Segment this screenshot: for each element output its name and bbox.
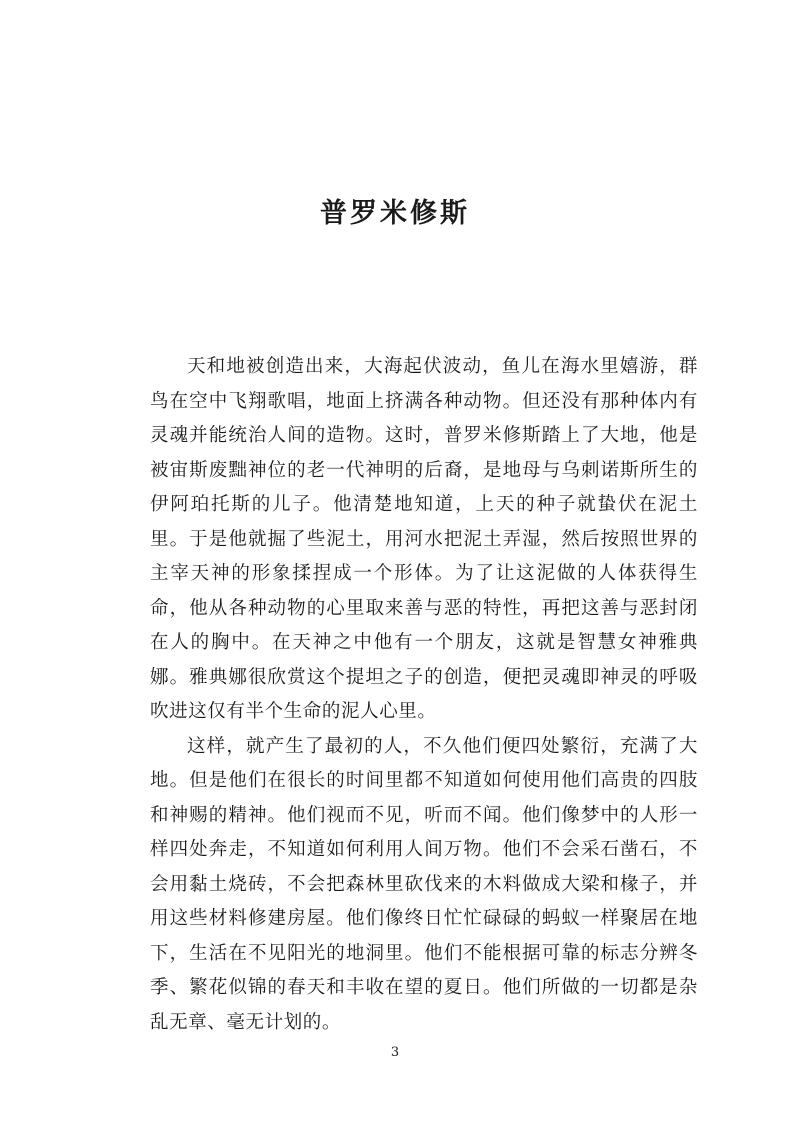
chapter-title: 普罗米修斯 <box>320 198 470 229</box>
paragraph-1: 天和地被创造出来，大海起伏波动，鱼儿在海水里嬉游，群鸟在空中飞翔歌唱，地面上挤满各种动物。但还没有那种体内有灵魂并能统治人间的造物。这时，普罗米修斯踏上了大地，他是被宙斯废黜神位的老一代神明的后裔，是地母与乌刺诺斯所生的伊阿珀托斯的儿子。他清楚地知道，上天的种子就蛰伏在泥土里。于是他就掘了些泥土，用河水把泥土弄湿，然后按照世界的主宰天神的形象揉捏成一个形体。为了让这泥做的人体获得生命，他从各种动物的心里取来善与恶的特性，再把这善与恶封闭在人的胸中。在天神之中他有一个朋友，这就是智慧女神雅典娜。雅典娜很欣赏这个提坦之子的创造，便把灵魂即神灵的呼吸吹进这仅有半个生命的泥人心里。 <box>150 356 698 722</box>
chapter-body <box>150 350 698 1040</box>
page-number: 3 <box>390 1045 400 1060</box>
paragraph-2: 这样，就产生了最初的人，不久他们便四处繁衍，充满了大地。但是他们在很长的时间里都不知道如何使用他们高贵的四肢和神赐的精神。他们视而不见，听而不闻。他们像梦中的人形一样四处奔走，不知道如何利用人间万物。他们不会采石凿石，不会用黏土烧砖，不会把森林里砍伐来的木料做成大梁和椽子，并用这些材料修建房屋。他们像终日忙忙碌碌的蚂蚁一样聚居在地下，生活在不见阳光的地洞里。他们不能根据可靠的标志分辨冬季、繁花似锦的春天和丰收在望的夏日。他们所做的一切都是杂乱无章、毫无计划的。 <box>150 735 698 1033</box>
